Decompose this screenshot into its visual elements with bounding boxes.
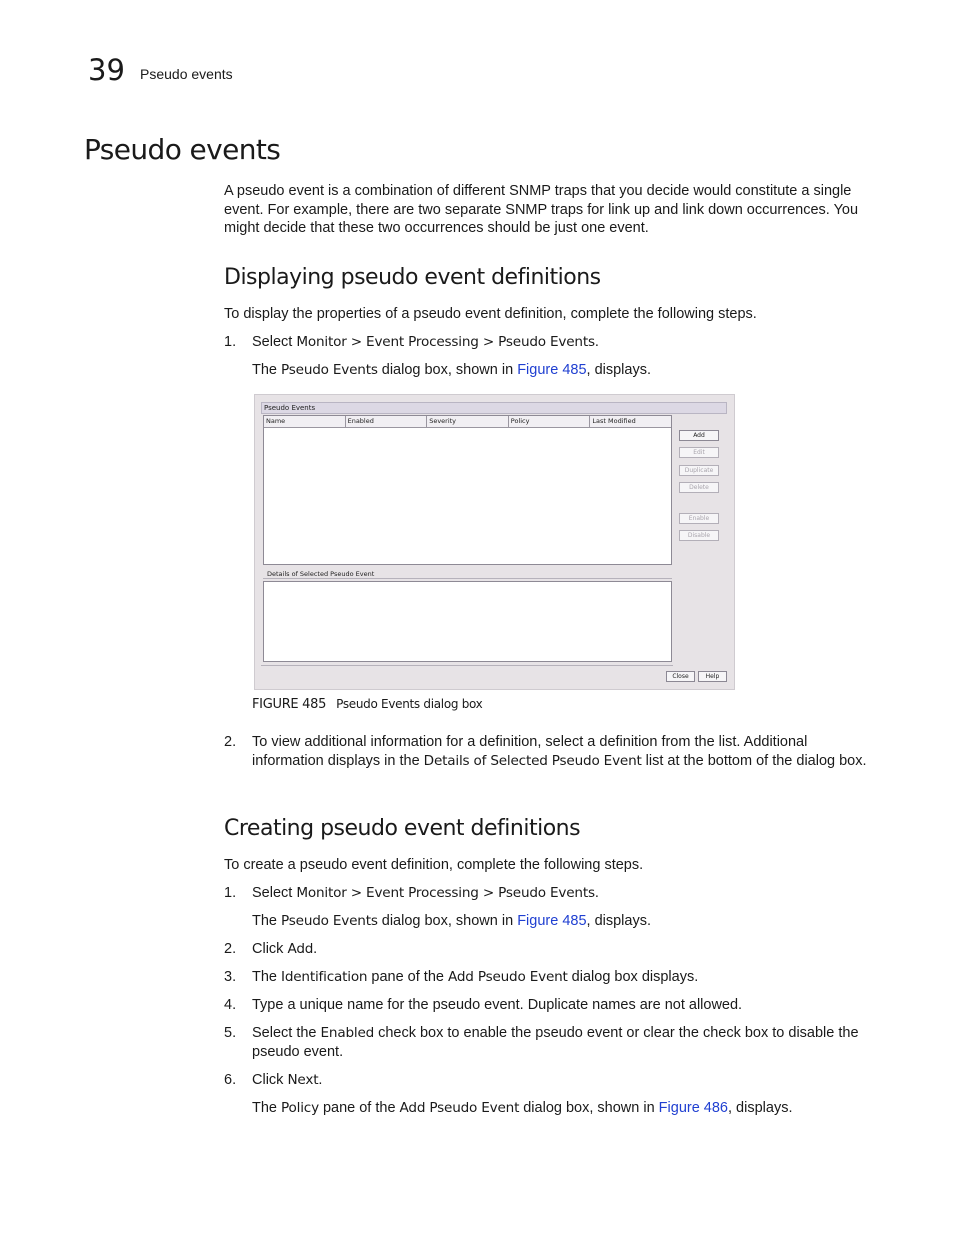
figure-caption <box>252 695 482 714</box>
column-header-enabled[interactable]: Enabled <box>346 416 428 427</box>
ui-term: Enabled <box>320 1025 375 1041</box>
column-header-name[interactable]: Name <box>264 416 346 427</box>
step-text: To view additional information for a definition, select a definition from the list. Additional information displays in the Details of Selected Pseudo Event list at the bottom of the dialog box. <box>252 734 867 769</box>
step-number: 5. <box>224 1025 237 1041</box>
delete-button[interactable]: Delete <box>679 482 719 493</box>
step-number: 6. <box>224 1072 237 1088</box>
ui-term: Next <box>287 1072 319 1088</box>
pseudo-events-table[interactable] <box>263 415 672 565</box>
step-text: The Identification pane of the Add Pseudo Event dialog box displays. <box>252 969 699 985</box>
ui-term: Details of Selected Pseudo Event <box>423 752 642 769</box>
ui-term: Add Pseudo Event <box>447 969 568 985</box>
step-text: Select Monitor > Event Processing > Pseudo Events. <box>252 885 599 901</box>
menu-path: Monitor > Event Processing > Pseudo Events <box>296 334 595 350</box>
step-number: 2. <box>224 734 237 750</box>
enable-button[interactable]: Enable <box>679 513 719 524</box>
subsection-title-displaying: Displaying pseudo event definitions <box>224 265 601 290</box>
help-button[interactable]: Help <box>698 671 727 682</box>
table-header <box>264 416 671 428</box>
details-list[interactable] <box>263 581 672 662</box>
edit-button[interactable]: Edit <box>679 447 719 458</box>
step-result: The Policy pane of the Add Pseudo Event dialog box, shown in Figure 486, displays. <box>252 1100 793 1116</box>
figure-caption-text: Pseudo Events dialog box <box>336 697 483 711</box>
ui-term: Policy <box>281 1100 319 1116</box>
step-number: 1. <box>224 885 237 901</box>
step-text: Type a unique name for the pseudo event. Duplicate names are not allowed. <box>252 997 743 1013</box>
divider <box>261 665 673 666</box>
creating-intro: To create a pseudo event definition, complete the following steps. <box>224 857 644 873</box>
intro-paragraph: A pseudo event is a combination of different SNMP traps that you decide would constitute a single event. For example, there are two separate SNMP traps for link up and link down occurrences. You might decide that these two occurrences should be just one event. <box>224 183 859 237</box>
disable-button[interactable]: Disable <box>679 530 719 541</box>
step-text: Select the Enabled check box to enable the pseudo event or clear the check box to disable the pseudo event. <box>252 1025 859 1060</box>
step-result: The Pseudo Events dialog box, shown in Figure 485, displays. <box>252 362 651 378</box>
chapter-title: Pseudo events <box>140 66 233 82</box>
ui-term: Identification <box>281 969 368 985</box>
column-header-severity[interactable]: Severity <box>427 416 509 427</box>
step-result: The Pseudo Events dialog box, shown in Figure 485, displays. <box>252 913 651 929</box>
ui-term: Pseudo Events <box>281 913 378 929</box>
details-label: Details of Selected Pseudo Event <box>267 570 375 578</box>
subsection-title-creating: Creating pseudo event definitions <box>224 816 581 841</box>
dialog-title: Pseudo Events <box>261 402 727 414</box>
ui-term: Add Pseudo Event <box>399 1100 520 1116</box>
figure-link[interactable]: Figure 485 <box>517 362 587 378</box>
column-header-last-modified[interactable]: Last Modified <box>592 417 636 425</box>
pseudo-events-dialog <box>254 394 735 690</box>
step-number: 1. <box>224 334 237 350</box>
ui-term: Add <box>287 941 314 957</box>
close-button[interactable]: Close <box>666 671 695 682</box>
step-text: Select Monitor > Event Processing > Pseudo Events. <box>252 334 599 350</box>
page-title: Pseudo events <box>84 133 281 166</box>
step-text: Click Next. <box>252 1072 323 1088</box>
ui-term: Pseudo Events <box>281 362 378 378</box>
chapter-number: 39 <box>88 53 125 87</box>
displaying-intro: To display the properties of a pseudo event definition, complete the following steps. <box>224 306 757 322</box>
step-number: 2. <box>224 941 237 957</box>
step-number: 3. <box>224 969 237 985</box>
step-number: 4. <box>224 997 237 1013</box>
figure-link[interactable]: Figure 486 <box>658 1100 728 1116</box>
divider <box>263 578 672 579</box>
figure-link[interactable]: Figure 485 <box>517 913 587 929</box>
menu-path: Monitor > Event Processing > Pseudo Events <box>296 885 595 901</box>
duplicate-button[interactable]: Duplicate <box>679 465 719 476</box>
step-text: Click Add. <box>252 941 318 957</box>
add-button[interactable]: Add <box>679 430 719 441</box>
column-header-policy[interactable]: Policy <box>509 416 591 427</box>
figure-label: FIGURE 485 <box>252 697 327 712</box>
